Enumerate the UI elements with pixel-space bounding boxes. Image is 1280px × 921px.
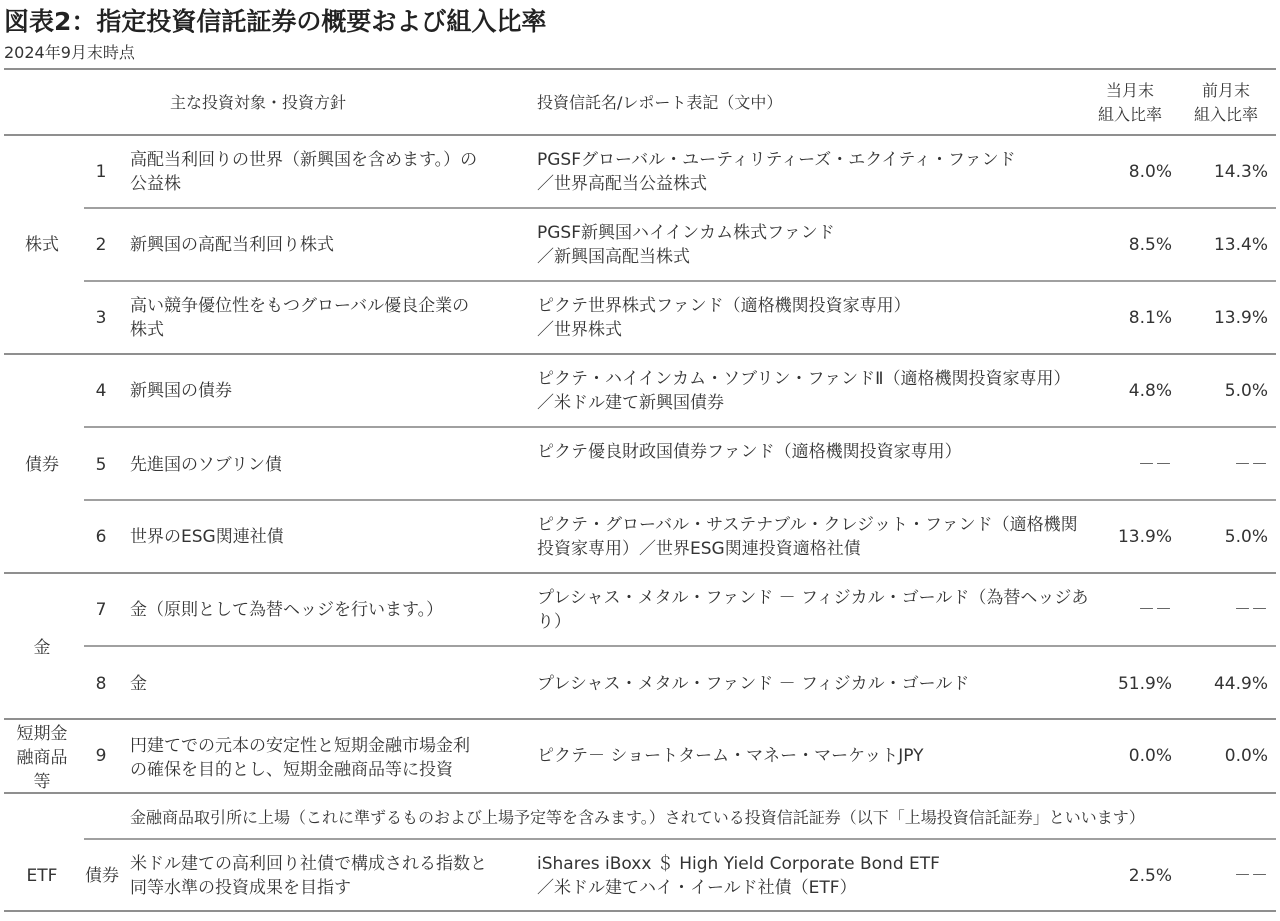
row-divider: [84, 426, 1276, 428]
row-target-line2: 株式: [130, 320, 164, 340]
table-bottom-border: [4, 910, 1276, 912]
row-divider: [84, 645, 1276, 647]
header-previous-line1: 前月末: [1201, 81, 1250, 100]
header-target: 主な投資対象・投資方針: [170, 93, 347, 112]
section-divider: [4, 353, 1276, 355]
row-current: 8.0%: [1128, 162, 1172, 182]
row-fund-line1: PGSFグローバル・ユーティリティーズ・エクイティ・ファンド: [537, 150, 1016, 170]
etf-target-line2: 同等水準の投資成果を目指す: [130, 878, 351, 898]
row-fund-line1: プレシャス・メタル・ファンド － フィジカル・ゴールド（為替ヘッジあ: [537, 588, 1089, 608]
row-previous: 0.0%: [1224, 746, 1268, 766]
row-fund-line2: 投資家専用）／世界ESG関連投資適格社債: [537, 539, 861, 559]
section-divider: [4, 718, 1276, 720]
row-target-line1: 高配当利回りの世界（新興国を含めます。）の: [130, 150, 478, 170]
row-divider: [84, 838, 1276, 840]
row-fund-line1: PGSF新興国ハイインカム株式ファンド: [537, 223, 835, 243]
row-previous: －－: [1234, 600, 1268, 620]
row-current: －－: [1138, 455, 1172, 475]
row-target-line1: 世界のESG関連社債: [130, 527, 284, 547]
row-number: 3: [95, 308, 107, 328]
row-current: 8.1%: [1128, 308, 1172, 328]
row-fund-line2: り）: [537, 612, 571, 632]
row-fund-line1: ピクテ優良財政国債券ファンド（適格機関投資家専用）: [537, 442, 962, 462]
row-fund-line1: ピクテ・ハイインカム・ソブリン・ファンドⅡ（適格機関投資家専用）: [537, 369, 1071, 389]
row-number: 9: [95, 746, 107, 766]
etf-fund-line2: ／米ドル建てハイ・イールド社債（ETF）: [537, 878, 857, 898]
header-fund: 投資信託名/レポート表記（文中）: [537, 93, 783, 112]
row-fund-line2: ／世界高配当公益株式: [537, 174, 707, 194]
row-current: 51.9%: [1117, 674, 1172, 694]
category-bonds: 債券: [25, 455, 59, 475]
row-previous: －－: [1234, 455, 1268, 475]
category-stocks: 株式: [25, 235, 59, 255]
row-number: 8: [95, 674, 107, 694]
row-target-line1: 先進国のソブリン債: [130, 455, 282, 475]
row-number: 1: [95, 162, 107, 182]
row-fund-line1: ピクテ・グローバル・サステナブル・クレジット・ファンド（適格機関: [537, 515, 1078, 535]
as-of-date: 2024年9月末時点: [4, 43, 135, 62]
row-number: 2: [95, 235, 107, 255]
row-fund-line1: ピクテ－ ショートターム・マネー・マーケットJPY: [537, 746, 924, 766]
etf-current: 2.5%: [1128, 866, 1172, 886]
row-target-line1: 金: [130, 674, 147, 694]
row-fund-line2: ／新興国高配当株式: [537, 247, 690, 267]
row-current: 4.8%: [1128, 381, 1172, 401]
row-number: 6: [95, 527, 107, 547]
row-previous: 5.0%: [1224, 381, 1268, 401]
row-number: 7: [95, 600, 107, 620]
row-previous: 13.9%: [1213, 308, 1268, 328]
row-number: 4: [95, 381, 107, 401]
etf-note: 金融商品取引所に上場（これに準ずるものおよび上場予定等を含みます。）されている投資信託証券（以下「上場投資信託証券」といいます）: [130, 808, 1145, 827]
etf-fund-line1: iShares iBoxx ＄ High Yield Corporate Bond ETF: [537, 854, 940, 874]
category-gold: 金: [33, 638, 51, 658]
section-divider: [4, 572, 1276, 574]
row-previous: 13.4%: [1213, 235, 1268, 255]
header-previous-line2: 組入比率: [1193, 105, 1258, 124]
row-target-line1: 高い競争優位性をもつグローバル優良企業の: [130, 296, 470, 316]
etf-previous: －－: [1234, 866, 1268, 886]
row-target-line2: の確保を目的とし、短期金融商品等に投資: [130, 760, 453, 780]
row-divider: [84, 280, 1276, 282]
table-top-border: [4, 68, 1276, 70]
row-current: －－: [1138, 600, 1172, 620]
row-number: 5: [95, 455, 107, 475]
row-current: 13.9%: [1117, 527, 1172, 547]
header-current-line2: 組入比率: [1097, 105, 1162, 124]
row-divider: [84, 207, 1276, 209]
row-fund-line1: ピクテ世界株式ファンド（適格機関投資家専用）: [537, 296, 911, 316]
row-fund-line1: プレシャス・メタル・ファンド － フィジカル・ゴールド: [537, 674, 970, 694]
row-fund-line2: ／世界株式: [537, 320, 622, 340]
category-etf-bonds: 債券: [85, 866, 119, 886]
row-previous: 5.0%: [1224, 527, 1268, 547]
category-etf: ETF: [26, 866, 58, 886]
row-previous: 14.3%: [1213, 162, 1268, 182]
row-target-line1: 金（原則として為替ヘッジを行います。）: [130, 600, 444, 620]
row-target-line1: 円建てでの元本の安定性と短期金融市場金利: [130, 736, 470, 756]
row-current: 8.5%: [1128, 235, 1172, 255]
category-short-term-1: 短期金: [16, 724, 68, 744]
header-current-line1: 当月末: [1105, 81, 1154, 100]
page-title: 図表2：指定投資信託証券の概要および組入比率: [4, 7, 547, 36]
row-target-line1: 新興国の高配当利回り株式: [130, 235, 334, 255]
row-previous: 44.9%: [1213, 674, 1268, 694]
row-fund-line2: ／米ドル建て新興国債券: [537, 393, 724, 413]
row-current: 0.0%: [1128, 746, 1172, 766]
etf-target-line1: 米ドル建ての高利回り社債で構成される指数と: [130, 854, 487, 874]
row-target-line2: 公益株: [130, 174, 181, 194]
section-divider: [4, 792, 1276, 794]
category-short-term-3: 等: [33, 772, 51, 792]
row-target-line1: 新興国の債券: [130, 381, 232, 401]
category-short-term-2: 融商品: [16, 748, 68, 768]
row-divider: [84, 499, 1276, 501]
header-divider: [4, 134, 1276, 136]
